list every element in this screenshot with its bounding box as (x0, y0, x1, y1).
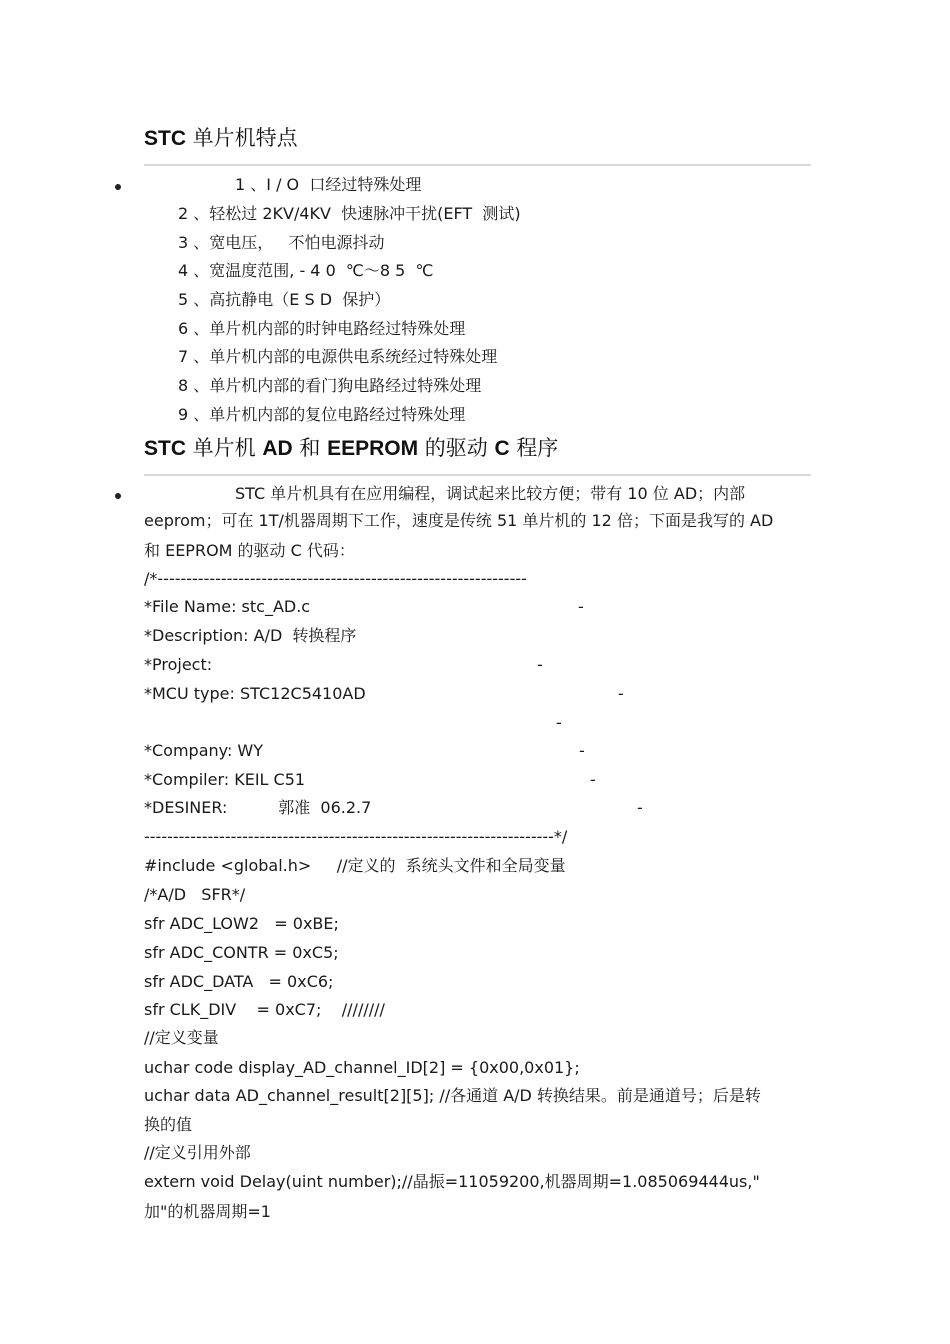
dash-mark: - (618, 684, 624, 703)
code-line: /*A/D SFR*/ (144, 885, 246, 904)
code-line: extern void Delay(uint number);//晶振=11059200,机器周期=1.085069444us," (144, 1172, 760, 1191)
dash-mark: - (556, 713, 562, 732)
code-line: sfr ADC_LOW2 = 0xBE; (144, 914, 339, 933)
intro-line: STC 单片机具有在应用编程，调试起来比较方便；带有 10 位 AD；内部 (235, 484, 746, 503)
heading-part: AD (262, 437, 293, 460)
feature-item: 2 、轻松过 2KV/4KV 快速脉冲干扰(EFT 测试) (178, 204, 521, 223)
feature-item: 1 、I / O 口经过特殊处理 (235, 175, 422, 194)
code-line: #include <global.h> //定义的 系统头文件和全局变量 (144, 856, 566, 875)
heading-part: 的驱动 (418, 436, 495, 460)
feature-item: 4 、宽温度范围, - 4 0 ℃～8 5 ℃ (178, 261, 434, 280)
feature-item: 6 、单片机内部的时钟电路经过特殊处理 (178, 319, 466, 338)
section-heading-features (144, 122, 298, 152)
feature-item: 8 、单片机内部的看门狗电路经过特殊处理 (178, 376, 482, 395)
code-line: uchar data AD_channel_result[2][5]; //各通道 A/D 转换结果。前是通道号；后是转 (144, 1086, 761, 1105)
heading-part: 单片机 (186, 436, 263, 460)
code-line: sfr CLK_DIV = 0xC7; //////// (144, 1000, 385, 1019)
code-line: 换的值 (144, 1115, 193, 1134)
code-line: 加"的机器周期=1 (144, 1202, 271, 1221)
heading-part: 和 (292, 436, 328, 460)
code-line: //定义引用外部 (144, 1143, 251, 1162)
heading-part: STC (144, 437, 186, 460)
intro-line: eeprom；可在 1T/机器周期下工作，速度是传统 51 单片机的 12 倍；下面是我写的 AD (144, 511, 774, 530)
heading-part: 程序 (509, 436, 559, 460)
heading-divider (144, 164, 811, 166)
dash-mark: - (590, 770, 596, 789)
feature-item: 3 、宽电压， 不怕电源抖动 (178, 233, 385, 252)
feature-item: 7 、单片机内部的电源供电系统经过特殊处理 (178, 347, 498, 366)
dash-mark: - (579, 741, 585, 760)
code-line: *Project: (144, 655, 213, 674)
heading-part: EEPROM (327, 437, 419, 460)
heading-part: C (494, 437, 510, 460)
dash-mark: - (637, 798, 643, 817)
code-line: sfr ADC_DATA = 0xC6; (144, 972, 334, 991)
code-line: -----------------------------------------------------------------------*/ (144, 827, 568, 846)
intro-line: 和 EEPROM 的驱动 C 代码： (144, 541, 355, 560)
code-line: //定义变量 (144, 1028, 219, 1047)
list-bullet (115, 184, 121, 190)
code-line: uchar code display_AD_channel_ID[2] = {0x00,0x01}; (144, 1058, 580, 1077)
feature-item: 9 、单片机内部的复位电路经过特殊处理 (178, 405, 466, 424)
code-line: *DESINER: 郭准 06.2.7 (144, 798, 372, 817)
code-line: *Company: WY (144, 741, 264, 760)
code-line: *File Name: stc_AD.c (144, 597, 311, 616)
dash-mark: - (537, 655, 543, 674)
heading-latin-part: STC (144, 127, 186, 150)
code-line: *MCU type: STC12C5410AD (144, 684, 366, 703)
code-line: *Compiler: KEIL C51 (144, 770, 306, 789)
section-heading-driver (144, 432, 558, 462)
code-line: /*---------------------------------------------------------------- (144, 569, 527, 588)
dash-mark: - (578, 597, 584, 616)
heading-cn-part: 单片机特点 (186, 126, 298, 150)
code-line: sfr ADC_CONTR = 0xC5; (144, 943, 339, 962)
heading-divider (144, 474, 811, 476)
feature-item: 5 、高抗静电（E S D 保护） (178, 290, 391, 309)
list-bullet (115, 493, 121, 499)
code-line: *Description: A/D 转换程序 (144, 626, 357, 645)
